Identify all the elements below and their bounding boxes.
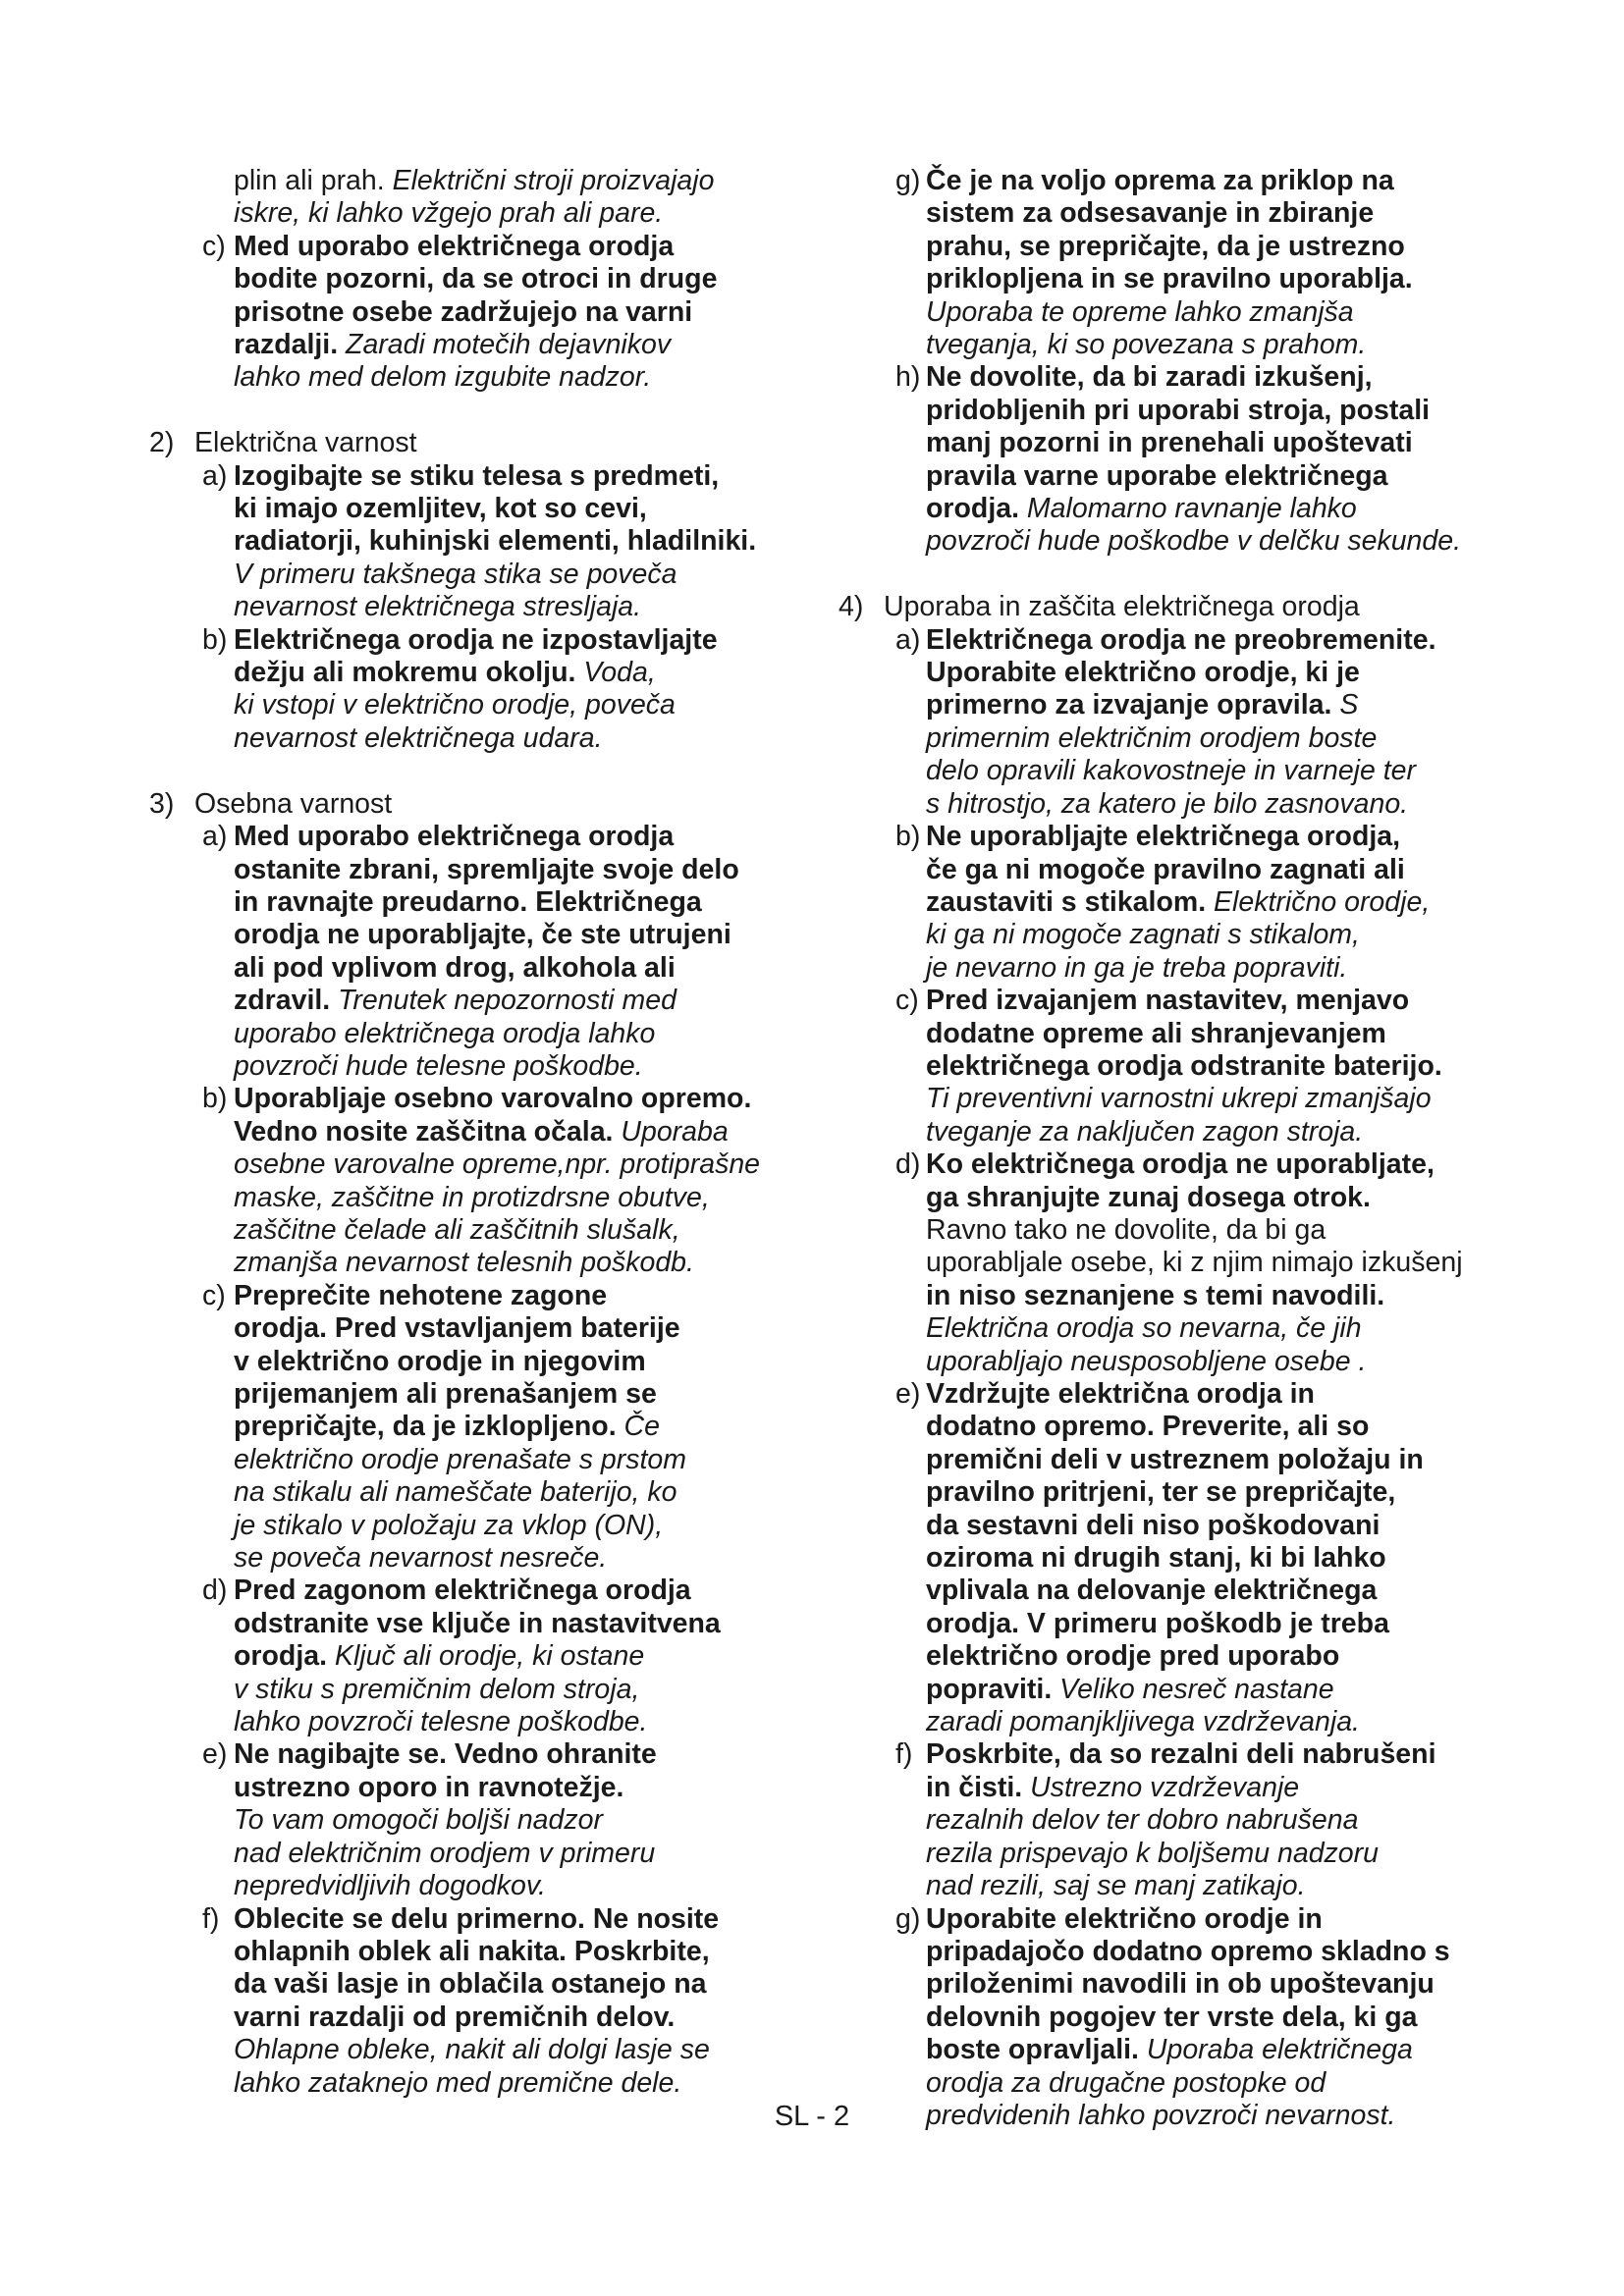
text-line: Električnega orodja ne preobremenite. <box>926 623 1436 656</box>
text-line: prisotne osebe zadržujejo na varni <box>234 295 693 328</box>
page-number: SL - 2 <box>774 2101 850 2132</box>
text-line: v stiku s premičnim delom stroja, <box>234 1673 640 1705</box>
text-line: Električna orodja so nevarna, če jih <box>926 1312 1362 1345</box>
text-line: plin ali prah. Električni stroji proizvajajo <box>234 165 715 196</box>
text-line: Pred zagonom električnega orodja <box>234 1575 691 1607</box>
item-letter: c) <box>202 1279 226 1311</box>
left-column <box>149 165 797 2100</box>
text-line: bodite pozorni, da se otroci in druge <box>234 263 718 295</box>
text-line: iskre, ki lahko vžgejo prah ali pare. <box>234 197 664 230</box>
text-line: odstranite vse ključe in nastavitvena <box>234 1607 721 1639</box>
text-line: nepredvidljivih dogodkov. <box>234 1870 546 1902</box>
text-line: zmanjša nevarnost telesnih poškodb. <box>234 1247 694 1279</box>
text-line: rezalnih delov ter dobro nabrušena <box>926 1804 1359 1837</box>
section-number: 4) <box>839 591 864 623</box>
text-line: pravilno pritrjeni, ter se prepričajte, <box>926 1476 1396 1509</box>
text-line: priloženimi navodili in ob upoštevanju <box>926 1968 1435 2001</box>
text-line: nevarnost električnega udara. <box>234 721 603 754</box>
text-line: orodja. Ključ ali orodje, ki ostane <box>234 1640 645 1673</box>
text-line: primerno za izvajanje opravila. S <box>926 689 1359 721</box>
text-line: primernim električnim orodjem boste <box>926 721 1378 754</box>
text-line: električno orodje pred uporabo <box>926 1640 1340 1673</box>
text-line: maske, zaščitne in protizdrsne obutve, <box>234 1181 710 1213</box>
text-line: Med uporabo električnega orodja <box>234 821 675 853</box>
text-line: uporabljale osebe, ki z njim nimajo izkušenj <box>926 1247 1463 1279</box>
text-line: zdravil. Trenutek nepozornosti med <box>234 985 677 1017</box>
section-2-heading <box>149 427 797 459</box>
item-letter: a) <box>202 459 228 492</box>
item-2a-grounded-surfaces <box>149 460 797 624</box>
text-line: s hitrostjo, za katero je bilo zasnovano. <box>926 787 1409 820</box>
item-3c-unintentional-start <box>149 1280 797 1575</box>
text-line: nad električnim orodjem v primeru <box>234 1837 656 1869</box>
text-line: ustrezno oporo in ravnotežje. <box>234 1771 624 1803</box>
text-line: Uporabite električno orodje in <box>926 1902 1323 1935</box>
item-letter: g) <box>895 1902 921 1935</box>
section-4-heading <box>839 591 1494 623</box>
text-line: da sestavni deli niso poškodovani <box>926 1509 1380 1541</box>
text-line: ga shranjujte zunaj dosega otrok. <box>926 1181 1371 1213</box>
text-line: To vam omogoči boljši nadzor <box>234 1804 603 1837</box>
item-letter: g) <box>895 165 921 196</box>
item-3f-clothing <box>149 1903 797 2100</box>
text-line: Pred izvajanjem nastavitev, menjavo <box>926 985 1410 1017</box>
text-line: Uporabite električno orodje, ki je <box>926 657 1360 689</box>
text-line: varni razdalji od premičnih delov. <box>234 2001 676 2033</box>
text-line: manj pozorni in prenehali upoštevati <box>926 427 1413 459</box>
item-letter: d) <box>895 1148 921 1181</box>
text-line: popraviti. Veliko nesreč nastane <box>926 1673 1334 1705</box>
item-letter: e) <box>895 1378 921 1411</box>
text-line: zaščitne čelade ali zaščitnih slušalk, <box>234 1213 680 1246</box>
text-line: orodja za drugačne postopke od <box>926 2066 1326 2099</box>
text-line: Ti preventivni varnostni ukrepi zmanjšajo <box>926 1083 1432 1115</box>
text-line: Vzdržujte električna orodja in <box>926 1378 1315 1411</box>
text-line: in ravnajte preudarno. Električnega <box>234 885 702 918</box>
text-line: se poveča nevarnost nesreče. <box>234 1542 608 1575</box>
text-line: Ne nagibajte se. Vedno ohranite <box>234 1738 657 1771</box>
item-letter: d) <box>202 1575 228 1607</box>
item-4f-cutting-tools <box>846 1738 1494 1902</box>
text-line: povzroči hude telesne poškodbe. <box>234 1049 643 1082</box>
text-line: rezila prispevajo k boljšemu nadzoru <box>926 1837 1379 1869</box>
text-line: predvidenih lahko povzroči nevarnost. <box>926 2099 1396 2131</box>
text-line: dodatne opreme ali shranjevanjem <box>926 1017 1386 1049</box>
text-line: Uporabljaje osebno varovalno opremo. <box>234 1083 752 1115</box>
item-g-dust-extraction <box>846 165 1494 361</box>
text-line: Ravno tako ne dovolite, da bi ga <box>926 1213 1326 1246</box>
text-line: v električno orodje in njegovim <box>234 1345 646 1377</box>
text-line: osebne varovalne opreme,npr. protiprašne <box>234 1148 761 1181</box>
text-line: orodja ne uporabljajte, če ste utrujeni <box>234 919 731 951</box>
text-line: je stikalo v položaju za vklop (ON), <box>234 1509 664 1541</box>
text-line: zaustaviti s stikalom. Električno orodje, <box>926 885 1431 918</box>
text-line: na stikalu ali nameščate baterijo, ko <box>234 1476 677 1509</box>
text-line: Oblecite se delu primerno. Ne nosite <box>234 1902 720 1935</box>
text-line: tveganja, ki so povezana s prahom. <box>926 329 1367 361</box>
item-4d-storage <box>846 1148 1494 1378</box>
item-4b-switch <box>846 821 1494 985</box>
section-3-heading <box>149 788 797 821</box>
section-title: Električna varnost <box>194 427 417 459</box>
text-line: Preprečite nehotene zagone <box>234 1279 608 1311</box>
text-line: prepričajte, da je izklopljeno. Če <box>234 1411 660 1443</box>
text-line: delovnih pogojev ter vrste dela, ki ga <box>926 2001 1418 2033</box>
text-line: Izogibajte se stiku telesa s predmeti, <box>234 459 720 492</box>
text-line: ohlapnih oblek ali nakita. Poskrbite, <box>234 1935 710 1967</box>
text-line: Med uporabo električnega orodja <box>234 230 675 262</box>
right-column <box>839 165 1494 2132</box>
item-letter: f) <box>202 1902 220 1935</box>
item-3d-adjusting-keys <box>149 1575 797 1738</box>
text-line: oziroma ni drugih stanj, ki bi lahko <box>926 1542 1386 1575</box>
text-line: da vaši lasje in oblačila ostanejo na <box>234 1968 707 2001</box>
text-line: tveganje za naključen zagon stroja. <box>926 1115 1364 1148</box>
text-line: dežju ali mokremu okolju. Voda, <box>234 657 656 689</box>
text-line: Če je na voljo oprema za priklop na <box>926 165 1394 196</box>
section-number: 3) <box>149 787 175 820</box>
text-line: vplivala na delovanje električnega <box>926 1575 1378 1607</box>
text-line: Ne dovolite, da bi zaradi izkušenj, <box>926 361 1373 394</box>
text-line: Vedno nosite zaščitna očala. Uporaba <box>234 1115 729 1148</box>
text-line: ki imajo ozemljitev, kot so cevi, <box>234 493 647 525</box>
text-line: pridobljenih pri uporabi stroja, postali <box>926 394 1431 426</box>
item-h-complacency <box>846 361 1494 558</box>
text-line: ostanite zbrani, spremljajte svoje delo <box>234 853 739 885</box>
text-line: lahko povzroči telesne poškodbe. <box>234 1706 648 1738</box>
text-line: sistem za odsesavanje in zbiranje <box>926 197 1375 230</box>
section-number: 2) <box>149 427 175 459</box>
text-line: orodja. V primeru poškodb je treba <box>926 1607 1389 1639</box>
item-letter: f) <box>895 1738 913 1771</box>
text-line: ali pod vplivom drog, alkohola ali <box>234 951 676 984</box>
text-line: električno orodje prenašate s prstom <box>234 1443 686 1475</box>
text-line: priklopljena in se pravilno uporablja. <box>926 263 1413 295</box>
text-line: Poskrbite, da so rezalni deli nabrušeni <box>926 1738 1436 1771</box>
item-c-children-distance <box>149 231 797 395</box>
text-line: uporabo električnega orodja lahko <box>234 1017 656 1049</box>
item-3a-alertness <box>149 821 797 1083</box>
item-letter: a) <box>202 821 228 853</box>
text-line: Ne uporabljajte električnega orodja, <box>926 821 1401 853</box>
text-line: in čisti. Ustrezno vzdrževanje <box>926 1771 1300 1803</box>
item-letter: b) <box>895 821 921 853</box>
item-letter: b) <box>202 623 228 656</box>
item-2b-rain <box>149 624 797 756</box>
text-line: je nevarno in ga je treba popraviti. <box>926 951 1348 984</box>
text-line: radiatorji, kuhinjski elementi, hladilniki. <box>234 525 757 558</box>
text-line: in niso seznanjene s temi navodili. <box>926 1279 1385 1311</box>
text-line: prahu, se prepričajte, da je ustrezno <box>926 230 1405 262</box>
text-line: orodja. Malomarno ravnanje lahko <box>926 493 1357 525</box>
text-line: pravila varne uporabe električnega <box>926 459 1388 492</box>
text-line: pripadajočo dodatno opremo skladno s <box>926 1935 1450 1967</box>
item-letter: c) <box>895 985 919 1017</box>
item-letter: h) <box>895 361 921 394</box>
text-line: nevarnost električnega stresljaja. <box>234 591 642 623</box>
item-letter: e) <box>202 1738 228 1771</box>
text-line: povzroči hude poškodbe v delčku sekunde. <box>926 525 1462 558</box>
text-line: boste opravljali. Uporaba električnega <box>926 2034 1413 2066</box>
text-line: nad rezili, saj se manj zatikajo. <box>926 1870 1306 1902</box>
text-line: delo opravili kakovostneje in varneje ter <box>926 755 1417 787</box>
text-line: dodatno opremo. Preverite, ali so <box>926 1411 1370 1443</box>
item-3b-protective-equipment <box>149 1083 797 1279</box>
item-letter: c) <box>202 230 226 262</box>
text-line: prijemanjem ali prenašanjem se <box>234 1378 657 1410</box>
item-3e-footing <box>149 1738 797 1902</box>
item-4g-intended-use <box>846 1903 1494 2133</box>
item-4c-remove-battery <box>846 985 1494 1148</box>
text-line: Električnega orodja ne izpostavljajte <box>234 623 718 656</box>
text-line: Uporaba te opreme lahko zmanjša <box>926 295 1354 328</box>
item-letter: b) <box>202 1083 228 1115</box>
text-line: zaradi pomanjkljivega vzdrževanja. <box>926 1706 1360 1738</box>
text-line: uporabljajo neusposobljene osebe . <box>926 1345 1367 1377</box>
text-line: razdalji. Zaradi motečih dejavnikov <box>234 329 672 361</box>
section-title: Uporaba in zaščita električnega orodja <box>884 591 1360 623</box>
text-line: orodja. Pred vstavljanjem baterije <box>234 1312 680 1345</box>
text-line: lahko med delom izgubite nadzor. <box>234 361 652 394</box>
text-line: če ga ni mogoče pravilno zagnati ali <box>926 853 1405 885</box>
continuation-text <box>149 165 797 231</box>
item-4e-maintenance <box>846 1378 1494 1738</box>
item-4a-do-not-force <box>846 624 1494 821</box>
item-letter: a) <box>895 623 921 656</box>
text-line: V primeru takšnega stika se poveča <box>234 558 677 590</box>
text-line: Ohlapne obleke, nakit ali dolgi lasje se <box>234 2034 710 2066</box>
text-line: električnega orodja odstranite baterijo. <box>926 1049 1442 1082</box>
text-line: ki ga ni mogoče zagnati s stikalom, <box>926 919 1360 951</box>
text-line: premični deli v ustreznem položaju in <box>926 1443 1424 1475</box>
section-title: Osebna varnost <box>194 787 393 820</box>
text-line: ki vstopi v električno orodje, poveča <box>234 689 676 721</box>
text-line: Ko električnega orodja ne uporabljate, <box>926 1148 1435 1181</box>
text-line: lahko zataknejo med premične dele. <box>234 2066 682 2099</box>
